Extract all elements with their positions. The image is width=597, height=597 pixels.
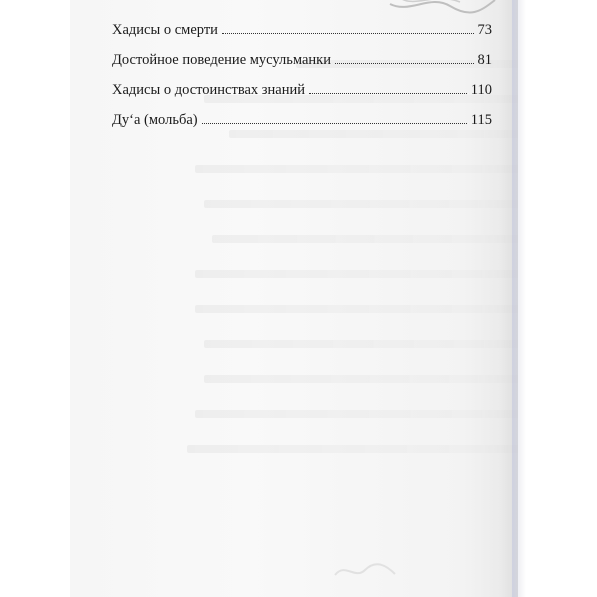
ornament-top <box>380 0 500 18</box>
toc-entry-page: 110 <box>470 82 492 98</box>
toc-entry <box>112 52 492 82</box>
toc-entry-title: Хадисы о смерти <box>112 22 218 38</box>
toc-entry-title: Достойное поведение мусульманки <box>112 52 331 68</box>
table-of-contents <box>112 22 492 142</box>
toc-dot-leader <box>335 63 474 64</box>
page-edge-shadow <box>512 0 526 597</box>
toc-entry-page: 73 <box>477 22 492 38</box>
toc-dot-leader <box>222 33 474 34</box>
toc-entry-title: Хадисы о достоинствах знаний <box>112 82 306 98</box>
toc-entry-page: 81 <box>477 52 492 68</box>
toc-entry <box>112 22 492 52</box>
ornament-bottom <box>330 560 400 582</box>
toc-entry <box>112 82 492 112</box>
toc-entry-title: Ду‘а (мольба) <box>112 112 198 128</box>
toc-dot-leader <box>309 93 467 94</box>
toc-entry <box>112 112 492 142</box>
toc-dot-leader <box>202 123 467 124</box>
toc-entry-page: 115 <box>470 112 492 128</box>
